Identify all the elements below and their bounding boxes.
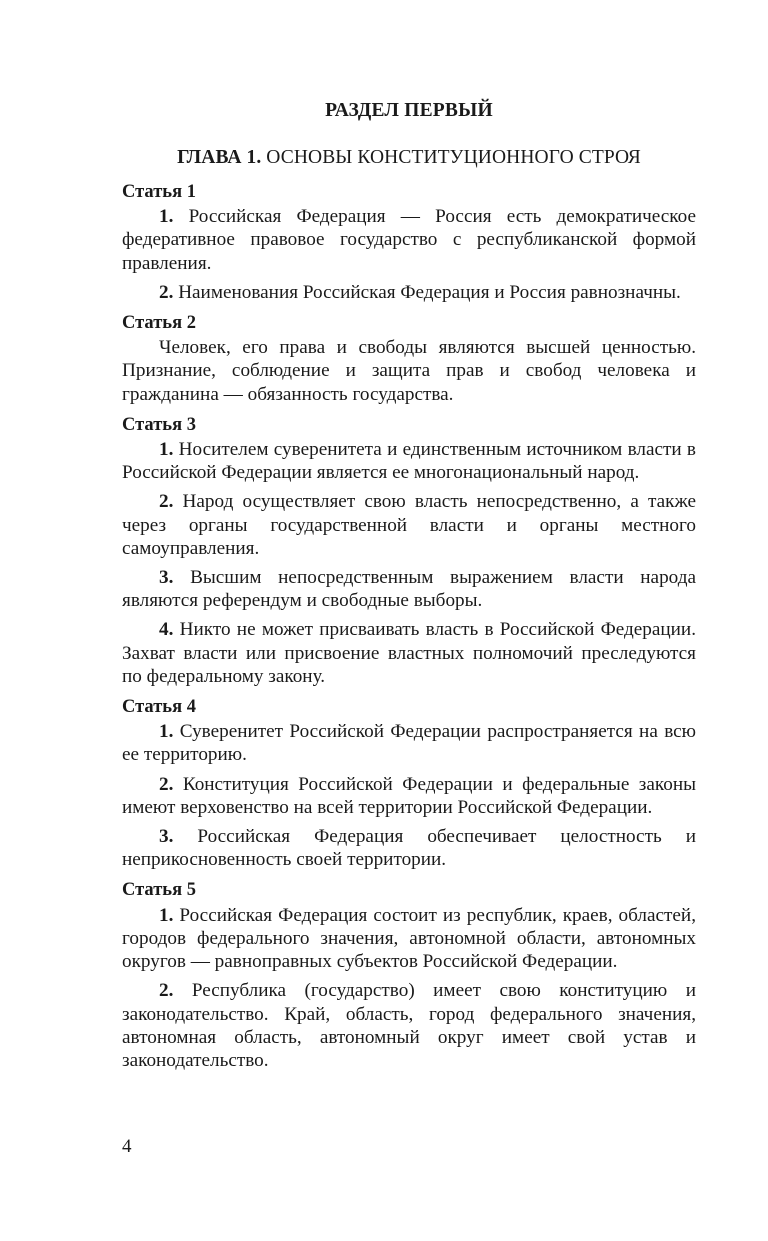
article-title: Статья 5 — [122, 880, 196, 901]
article — [122, 696, 696, 871]
page-number: 4 — [122, 1136, 132, 1157]
chapter-name: ОСНОВЫ КОНСТИТУЦИОННОГО СТРОЯ — [261, 147, 641, 168]
article-title: Статья 3 — [122, 414, 196, 435]
paragraph-number: 1. — [159, 721, 174, 743]
paragraph-number: 2. — [159, 980, 174, 1002]
paragraph-number: 4. — [159, 619, 174, 641]
paragraph-number: 1. — [159, 206, 174, 228]
paragraph — [122, 825, 696, 871]
paragraph — [122, 438, 696, 484]
paragraph-number: 2. — [159, 491, 174, 513]
paragraph-text: Суверенитет Российской Федерации распространяется на всю ее территорию. — [122, 721, 696, 766]
section-title: РАЗДЕЛ ПЕРВЫЙ — [325, 100, 493, 121]
paragraph-text: Никто не может присваивать власть в Российской Федерации. Захват власти или присвоение властных полномочий преследуются по федеральному закону. — [122, 619, 696, 687]
article-title: Статья 1 — [122, 182, 196, 202]
paragraph — [122, 773, 696, 819]
paragraph-number: 2. — [159, 281, 174, 303]
paragraph — [122, 618, 696, 688]
paragraph — [122, 566, 696, 612]
paragraph — [122, 205, 696, 275]
paragraph-text: Российская Федерация состоит из республик, краев, областей, городов федерального значения, автономной области, автономных округов — равноправных субъектов Российской Федерации. — [122, 904, 696, 973]
paragraph — [122, 281, 696, 304]
paragraph-text: Человек, его права и свободы являются высшей ценностью. Признание, соблюдение и защита прав и свобод человека и гражданина — обязанность государства. — [122, 337, 696, 405]
paragraph — [122, 336, 696, 406]
paragraph-number: 1. — [159, 439, 174, 461]
chapter-number: ГЛАВА 1. — [177, 147, 262, 168]
article-title: Статья 2 — [122, 313, 196, 334]
paragraph — [122, 720, 696, 766]
chapter-title — [122, 147, 696, 169]
paragraph — [122, 979, 696, 1072]
paragraph-number: 3. — [159, 567, 174, 589]
paragraph-text: Наименования Российская Федерация и Россия равнозначны. — [173, 281, 681, 303]
paragraph-number: 3. — [159, 826, 174, 848]
article-title: Статья 4 — [122, 697, 196, 718]
paragraph — [122, 904, 696, 974]
article — [122, 312, 696, 406]
paragraph-text: Российская Федерация обеспечивает целостность и неприкосновенность своей территории. — [122, 826, 696, 871]
paragraph-text: Носителем суверенитета и единственным источником власти в Российской Федерации является ее многонациональный народ. — [122, 439, 696, 484]
paragraph-text: Высшим непосредственным выражением власти народа являются референдум и свободные выборы. — [122, 567, 696, 612]
paragraph-text: Конституция Российской Федерации и федеральные законы имеют верховенство на всей территории Российской Федерации. — [122, 773, 696, 818]
articles-body — [122, 181, 696, 1080]
paragraph-text: Республика (государство) имеет свою конституцию и законодательство. Край, область, город федерального значения, автономная область, автономный округ имеет свой устав и законодательство. — [122, 980, 696, 1071]
paragraph — [122, 490, 696, 560]
paragraph-text: Народ осуществляет свою власть непосредственно, а также через органы государственной власти и органы местного самоуправления. — [122, 491, 696, 559]
paragraph-number: 2. — [159, 773, 174, 795]
article — [122, 181, 696, 304]
paragraph-text: Российская Федерация — Россия есть демократическое федеративное правовое государство с республиканской формой правления. — [122, 206, 696, 274]
paragraph-number: 1. — [159, 904, 174, 926]
article — [122, 414, 696, 688]
article — [122, 879, 696, 1072]
